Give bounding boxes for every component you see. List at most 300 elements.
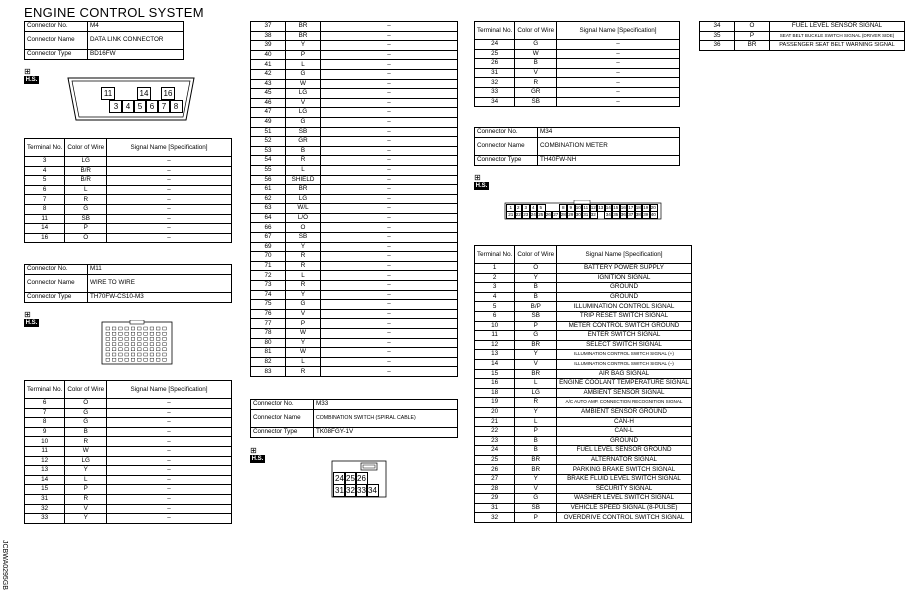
signal-name: – [321,117,458,127]
harness-side-icon [24,67,39,84]
connector-type-value: TH70FW-CS10-M3 [88,293,232,303]
wire-color: Y [515,475,557,485]
table-row [251,89,458,99]
wire-color: B [515,59,557,69]
wire-color: R [286,252,321,262]
terminal-number: 24 [475,40,515,50]
table-row [475,513,692,523]
wire-color: SB [515,311,557,321]
terminal-number: 51 [251,127,286,137]
signal-name: – [321,69,458,79]
wire-color: LG [286,108,321,118]
pin-number: 10 [574,204,584,212]
m11-connector-diagram [100,320,174,366]
terminal-number: 61 [251,185,286,195]
signal-name: METER CONTROL SWITCH GROUND [557,321,692,331]
wire-color: R [286,281,321,291]
table-row [475,503,692,513]
signal-name: – [557,87,680,97]
signal-name: GROUND [557,292,692,302]
wire-color: L [286,357,321,367]
wire-color: G [65,204,107,214]
signal-name: – [107,408,232,418]
table-row [25,224,232,234]
signal-name: – [321,348,458,358]
table-row [251,98,458,108]
terminal-number: 37 [251,22,286,32]
table-row [25,195,232,205]
terminal-number: 40 [251,50,286,60]
connector-name-label: Connector Name [25,275,88,293]
terminal-number: 54 [251,156,286,166]
connector-no-label: Connector No. [475,128,538,138]
table-row [251,156,458,166]
terminal-number: 26 [475,465,515,475]
terminal-no-header: Terminal No. [475,22,515,40]
terminal-number: 69 [251,242,286,252]
signal-name: – [321,319,458,329]
wire-color: V [65,504,107,514]
signal-name: SELECT SWITCH SIGNAL [557,340,692,350]
terminal-number: 24 [475,446,515,456]
pin-number: 8 [559,204,569,212]
wire-color: R [286,367,321,377]
table-row [700,31,905,41]
wire-color: G [65,408,107,418]
terminal-number: 26 [475,59,515,69]
terminal-number: 66 [251,223,286,233]
table-row [475,311,692,321]
pin-number: 25 [344,472,357,485]
signal-name: – [107,504,232,514]
terminal-number: 83 [251,367,286,377]
terminal-number: 22 [475,427,515,437]
terminal-number: 49 [251,117,286,127]
signal-name: – [107,233,232,243]
table-row [251,309,458,319]
signal-name: – [321,367,458,377]
terminal-number: 73 [251,281,286,291]
table-row [475,427,692,437]
connector-name-value: COMBINATION SWITCH (SPIRAL CABLE) [314,410,458,428]
terminal-number: 52 [251,137,286,147]
wire-color: LG [65,456,107,466]
signal-name: – [557,97,680,107]
terminal-number: 77 [251,319,286,329]
terminal-no-header: Terminal No. [25,139,65,157]
wire-color: O [65,399,107,409]
table-row [25,418,232,428]
terminal-number: 75 [251,300,286,310]
signal-name: AMBIENT SENSOR GROUND [557,407,692,417]
wire-color: BR [515,465,557,475]
signal-name: WASHER LEVEL SWITCH SIGNAL [557,494,692,504]
terminal-number: 82 [251,357,286,367]
terminal-number: 43 [251,79,286,89]
terminal-number: 8 [25,204,65,214]
connector-info-m11 [24,264,232,303]
table-row [251,185,458,195]
terminal-number: 64 [251,213,286,223]
table-row [475,369,692,379]
signal-header: Signal Name [Specification] [557,22,680,40]
signal-name: – [321,194,458,204]
table-row [475,87,680,97]
table-row [700,22,905,32]
pin-number: 15 [611,204,621,212]
wire-color: W [286,329,321,339]
signal-name: – [321,89,458,99]
connector-no-value: M34 [538,128,680,138]
terminal-number: 13 [475,350,515,360]
signal-name: CAN-H [557,417,692,427]
terminal-number: 32 [475,513,515,523]
signal-name: BATTERY POWER SUPPLY [557,264,692,274]
pin-number: 34 [366,484,379,497]
connector-type-label: Connector Type [25,293,88,303]
connector-type-value: TK08FGY-1V [314,428,458,438]
wire-color: P [65,224,107,234]
table-row [251,223,458,233]
pin-number: 14 [137,87,151,100]
signal-name: – [107,494,232,504]
wire-color: P [286,50,321,60]
table-row [475,455,692,465]
terminal-number: 27 [475,475,515,485]
signal-name: – [557,68,680,78]
wire-color: W/L [286,204,321,214]
wire-color: Y [286,290,321,300]
table-row [25,504,232,514]
terminal-number: 39 [251,41,286,51]
pin-number: 38 [634,211,644,219]
terminal-number: 15 [25,485,65,495]
table-row [25,214,232,224]
pin-number: 3 [109,100,123,113]
signal-name: – [321,290,458,300]
terminal-number: 32 [25,504,65,514]
table-row [25,514,232,524]
terminal-table-m34 [474,245,692,523]
pin-number: 6 [145,100,159,113]
wire-color: Y [515,407,557,417]
terminal-number: 21 [475,417,515,427]
pin-number: 8 [169,100,183,113]
color-header: Color of Wire [65,381,107,399]
terminal-number: 25 [475,49,515,59]
pin-number: 31 [333,484,346,497]
table-row [251,290,458,300]
terminal-number: 16 [475,379,515,389]
table-row [475,283,692,293]
wire-color: Y [515,350,557,360]
terminal-number: 80 [251,338,286,348]
table-row [251,146,458,156]
terminal-number: 29 [475,494,515,504]
signal-name: SECURITY SIGNAL [557,484,692,494]
hs-label: H.S. [25,320,38,326]
pin-number: 11 [101,87,115,100]
signal-name: – [321,98,458,108]
terminal-table-m33 [474,21,680,107]
pin-number: 7 [157,100,171,113]
table-row [475,359,692,369]
pin-number: 35 [611,211,621,219]
signal-name: – [107,399,232,409]
table-row [475,40,680,50]
connector-type-label: Connector Type [251,428,314,438]
pin-number: 1 [506,204,516,212]
signal-name: – [107,224,232,234]
signal-name: GROUND [557,436,692,446]
table-row [475,78,680,88]
wire-color: LG [515,388,557,398]
pin-number: 37 [626,211,636,219]
wire-color: SB [515,97,557,107]
signal-name: – [321,137,458,147]
table-row [251,348,458,358]
wire-color: G [515,331,557,341]
table-row [475,350,692,360]
table-row [251,338,458,348]
connector-no-value: M33 [314,400,458,410]
wire-color: G [286,300,321,310]
signal-name: GROUND [557,283,692,293]
table-row [475,292,692,302]
wire-color: B/R [65,176,107,186]
table-row [25,427,232,437]
pin-number: 24 [529,211,539,219]
signal-name: TRIP RESET SWITCH SIGNAL [557,311,692,321]
wire-color: W [65,446,107,456]
pin-number: 16 [619,204,629,212]
pin-number: 39 [641,211,651,219]
signal-name: ILLUMINATION CONTROL SWITCH SIGNAL (+) [557,350,692,360]
table-row [475,321,692,331]
hs-label: H.S. [475,183,488,189]
terminal-number: 41 [251,60,286,70]
signal-name: – [321,60,458,70]
terminal-number: 47 [251,108,286,118]
table-row [25,437,232,447]
hs-label: H.S. [251,456,264,462]
terminal-number: 6 [475,311,515,321]
connector-info-m34 [474,127,680,166]
wire-color: SB [515,503,557,513]
pin-number: 11 [581,204,591,212]
table-row [25,446,232,456]
connector-name-value: DATA LINK CONNECTOR [88,32,184,50]
terminal-number: 55 [251,165,286,175]
signal-name: – [321,204,458,214]
wire-color: BR [286,22,321,32]
wire-color: O [65,233,107,243]
terminal-number: 78 [251,329,286,339]
table-row [475,302,692,312]
pin-number: 21 [506,211,516,219]
signal-name: CAN-L [557,427,692,437]
wire-color: SB [65,214,107,224]
table-row [475,340,692,350]
signal-name: OVERDRIVE CONTROL SWITCH SIGNAL [557,513,692,523]
wire-color: BR [735,41,770,51]
terminal-number: 31 [475,503,515,513]
terminal-number: 9 [25,427,65,437]
signal-header: Signal Name [Specification] [107,381,232,399]
connector-no-label: Connector No. [251,400,314,410]
wire-color: R [515,78,557,88]
signal-name: – [107,214,232,224]
wire-color: G [286,69,321,79]
connector-no-value: M4 [88,22,184,32]
table-row [251,271,458,281]
signal-name: – [107,485,232,495]
pin-number: 26 [544,211,554,219]
wire-color: R [65,494,107,504]
signal-name: – [321,300,458,310]
wire-color: P [515,427,557,437]
terminal-number: 72 [251,271,286,281]
terminal-table-m11 [24,380,232,524]
terminal-number: 38 [251,31,286,41]
signal-name: – [321,79,458,89]
table-row [251,117,458,127]
pin-number: 5 [133,100,147,113]
wire-color: L [286,271,321,281]
pin-number: 3 [521,204,531,212]
terminal-number: 12 [475,340,515,350]
table-row [251,175,458,185]
terminal-number: 11 [25,214,65,224]
connector-name-label: Connector Name [25,32,88,50]
terminal-table-m34-continued [699,21,905,51]
connector-type-label: Connector Type [25,50,88,60]
table-row [25,204,232,214]
wire-color: B [65,427,107,437]
terminal-number: 31 [475,68,515,78]
terminal-number: 14 [25,224,65,234]
figure-code: JCBWA0295GB [1,540,8,590]
wire-color: R [286,156,321,166]
terminal-number: 25 [475,455,515,465]
connector-no-label: Connector No. [25,265,88,275]
table-row [475,436,692,446]
signal-name: – [107,466,232,476]
color-header: Color of Wire [515,22,557,40]
signal-header: Signal Name [Specification] [107,139,232,157]
signal-name: – [321,357,458,367]
wire-color: R [65,195,107,205]
wire-color: BR [515,455,557,465]
signal-name: – [107,418,232,428]
terminal-number: 62 [251,194,286,204]
connector-name-label: Connector Name [251,410,314,428]
table-row [251,137,458,147]
signal-name: – [557,59,680,69]
terminal-number: 34 [700,22,735,32]
table-row [25,166,232,176]
signal-name: ENTER SWITCH SIGNAL [557,331,692,341]
pin-number: 12 [589,204,599,212]
table-row [251,252,458,262]
terminal-number: 71 [251,261,286,271]
pin-number: 32 [589,211,599,219]
terminal-number: 19 [475,398,515,408]
pin-number: 34 [604,211,614,219]
pin-number: 4 [529,204,539,212]
table-row [475,273,692,283]
terminal-number: 81 [251,348,286,358]
connector-info-m4 [24,21,184,60]
terminal-number: 8 [25,418,65,428]
table-row [251,41,458,51]
pin-number: 20 [649,204,659,212]
wire-color: GR [515,87,557,97]
signal-name: – [107,204,232,214]
terminal-number: 45 [251,89,286,99]
table-row [475,59,680,69]
terminal-number: 18 [475,388,515,398]
signal-name: BRAKE FLUID LEVEL SWITCH SIGNAL [557,475,692,485]
signal-name: – [321,50,458,60]
wire-color: G [515,494,557,504]
wire-color: P [515,321,557,331]
terminal-number: 67 [251,233,286,243]
signal-name: – [321,281,458,291]
table-row [475,417,692,427]
harness-side-icon [250,446,265,463]
terminal-table-m4 [24,138,232,243]
harness-side-icon [24,310,39,327]
wire-color: P [735,31,770,41]
terminal-number: 35 [700,31,735,41]
signal-name: SEAT BELT BUCKLE SWITCH SIGNAL (DRIVER SIDE) [770,31,905,41]
wire-color: B [515,283,557,293]
signal-name: ENGINE COOLANT TEMPERATURE SIGNAL [557,379,692,389]
wire-color: Y [65,514,107,524]
signal-name: – [321,271,458,281]
table-row [251,204,458,214]
wire-color: V [286,98,321,108]
wire-color: R [515,398,557,408]
wire-color: O [515,264,557,274]
terminal-number: 42 [251,69,286,79]
pin-number: 16 [161,87,175,100]
terminal-number: 5 [475,302,515,312]
terminal-number: 11 [475,331,515,341]
wire-color: V [515,359,557,369]
pin-number: 29 [566,211,576,219]
table-row [25,185,232,195]
connector-info-m33 [250,399,458,438]
terminal-number: 63 [251,204,286,214]
table-row [251,300,458,310]
pin-number: 26 [355,472,368,485]
table-row [251,69,458,79]
signal-name: PARKING BRAKE SWITCH SIGNAL [557,465,692,475]
signal-name: – [321,185,458,195]
pin-number: 24 [333,472,346,485]
table-row [251,108,458,118]
signal-name: – [107,427,232,437]
pin-number: 22 [514,211,524,219]
table-row [251,319,458,329]
wire-color: BR [286,31,321,41]
table-row [25,475,232,485]
terminal-number: 33 [25,514,65,524]
wire-color: L [286,60,321,70]
pin-number: 36 [619,211,629,219]
